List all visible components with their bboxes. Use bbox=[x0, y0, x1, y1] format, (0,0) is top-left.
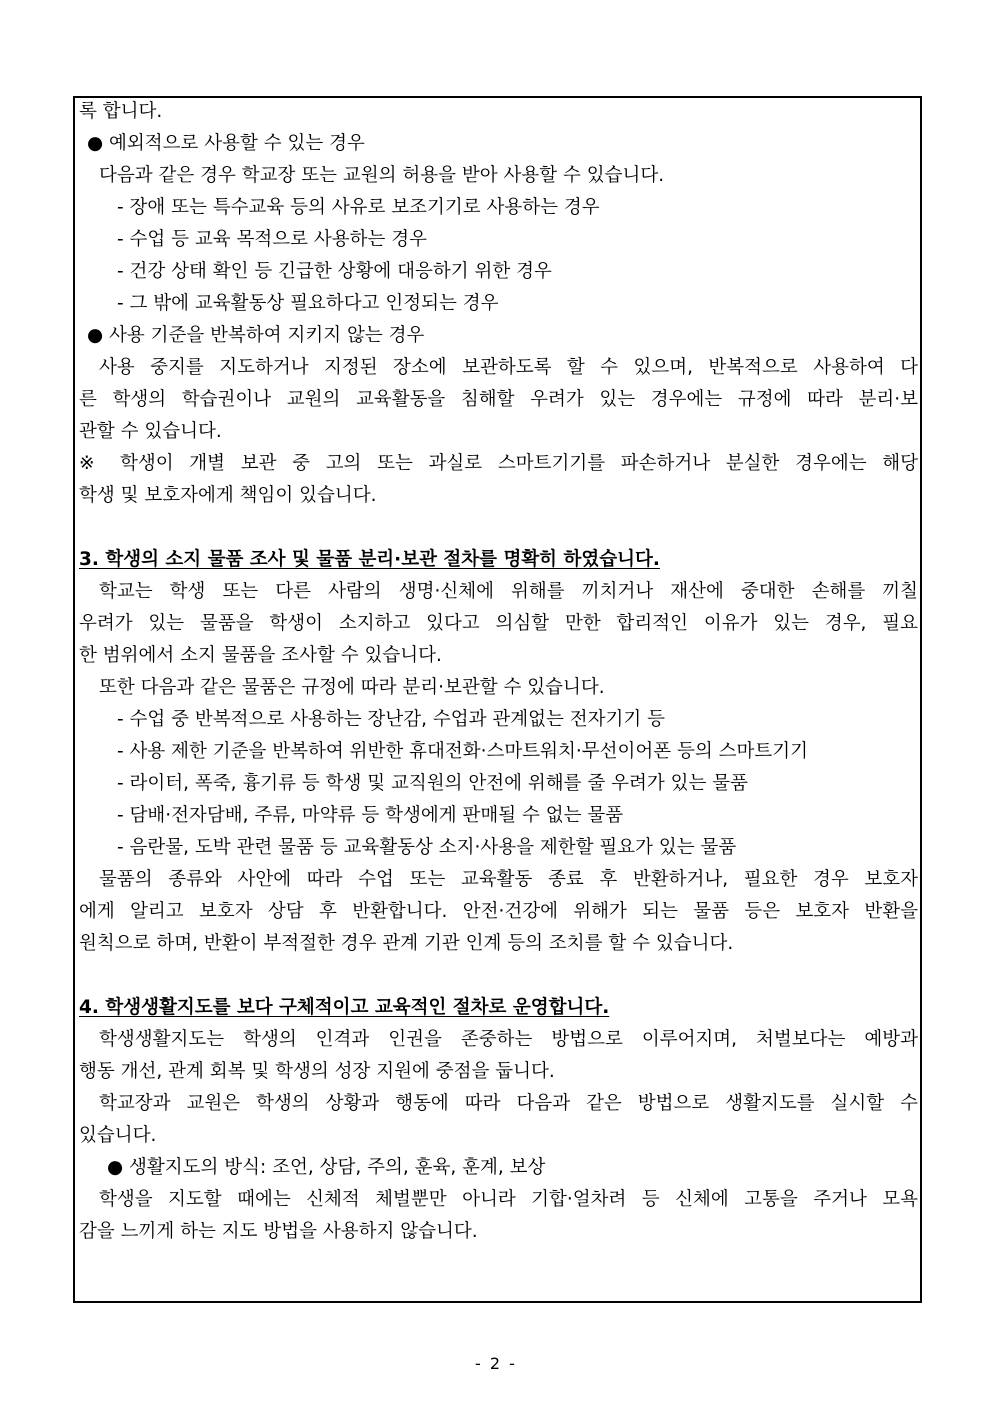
paragraph-line: 있습니다. bbox=[79, 1125, 157, 1146]
paragraph-line: 사용 중지를 지도하거나 지정된 장소에 보관하도록 할 수 있으며, 반복적으로 사용하여 다 bbox=[99, 357, 918, 378]
section-3-heading: 3. 학생의 소지 물품 조사 및 물품 분리·보관 절차를 명확히 하였습니다. bbox=[79, 549, 660, 570]
list-item: - 사용 제한 기준을 반복하여 위반한 휴대전화·스마트워치·무선이어폰 등의 스마트기기 bbox=[117, 741, 808, 762]
blank-line bbox=[79, 512, 918, 544]
paragraph-line: 른 학생의 학습권이나 교원의 교육활동을 침해할 우려가 있는 경우에는 규정에 따라 분리·보 bbox=[79, 389, 918, 410]
paragraph-line: 학교장과 교원은 학생의 상황과 행동에 따라 다음과 같은 방법으로 생활지도를 실시할 수 bbox=[99, 1093, 918, 1114]
paragraph-line: 물품의 종류와 사안에 따라 수업 또는 교육활동 종료 후 반환하거나, 필요한 경우 보호자 bbox=[99, 869, 918, 890]
paragraph-line: 학교는 학생 또는 다른 사람의 생명·신체에 위해를 끼치거나 재산에 중대한 손해를 끼칠 bbox=[99, 581, 918, 602]
exception-intro: 다음과 같은 경우 학교장 또는 교원의 허용을 받아 사용할 수 있습니다. bbox=[99, 165, 665, 186]
paragraph-line: 에게 알리고 보호자 상담 후 반환합니다. 안전·건강에 위해가 되는 물품 등은 보호자 반환을 bbox=[79, 901, 918, 922]
violation-title: ● 사용 기준을 반복하여 지키지 않는 경우 bbox=[87, 325, 425, 346]
paragraph-line: 또한 다음과 같은 물품은 규정에 따라 분리·보관할 수 있습니다. bbox=[99, 677, 605, 698]
exception-title: ● 예외적으로 사용할 수 있는 경우 bbox=[87, 133, 365, 154]
list-item: - 건강 상태 확인 등 긴급한 상황에 대응하기 위한 경우 bbox=[117, 261, 552, 282]
list-item: - 그 밖에 교육활동상 필요하다고 인정되는 경우 bbox=[117, 293, 499, 314]
paragraph-line: 우려가 있는 물품을 학생이 소지하고 있다고 의심할 만한 합리적인 이유가 있는 경우, 필요 bbox=[79, 613, 918, 634]
paragraph-line: 원칙으로 하며, 반환이 부적절한 경우 관계 기관 인계 등의 조치를 할 수 있습니다. bbox=[79, 933, 734, 954]
list-item: - 음란물, 도박 관련 물품 등 교육활동상 소지·사용을 제한할 필요가 있는 물품 bbox=[117, 837, 737, 858]
list-item: - 수업 중 반복적으로 사용하는 장난감, 수업과 관계없는 전자기기 등 bbox=[117, 709, 666, 730]
paragraph-line: 학생생활지도는 학생의 인격과 인권을 존중하는 방법으로 이루어지며, 처벌보다는 예방과 bbox=[99, 1029, 918, 1050]
list-item: - 라이터, 폭죽, 흉기류 등 학생 및 교직원의 안전에 위해를 줄 우려가 있는 물품 bbox=[117, 773, 749, 794]
continuation-line: 록 합니다. bbox=[79, 101, 163, 122]
list-item: - 수업 등 교육 목적으로 사용하는 경우 bbox=[117, 229, 428, 250]
paragraph-line: 한 범위에서 소지 물품을 조사할 수 있습니다. bbox=[79, 645, 442, 666]
document-body bbox=[79, 96, 918, 1248]
paragraph-line: 학생을 지도할 때에는 신체적 체벌뿐만 아니라 기합·얼차려 등 신체에 고통을 주거나 모욕 bbox=[99, 1189, 918, 1210]
note-line: ※ 학생이 개별 보관 중 고의 또는 과실로 스마트기기를 파손하거나 분실한 경우에는 해당 bbox=[79, 453, 918, 474]
section-4-heading: 4. 학생생활지도를 보다 구체적이고 교육적인 절차로 운영합니다. bbox=[79, 997, 610, 1018]
list-item: - 담배·전자담배, 주류, 마약류 등 학생에게 판매될 수 없는 물품 bbox=[117, 805, 624, 826]
paragraph-line: 관할 수 있습니다. bbox=[79, 421, 222, 442]
methods-line: ● 생활지도의 방식: 조언, 상담, 주의, 훈육, 훈계, 보상 bbox=[107, 1157, 546, 1178]
page-number: - 2 - bbox=[475, 1354, 517, 1373]
blank-line bbox=[79, 960, 918, 992]
list-item: - 장애 또는 특수교육 등의 사유로 보조기기로 사용하는 경우 bbox=[117, 197, 600, 218]
note-line: 학생 및 보호자에게 책임이 있습니다. bbox=[79, 485, 377, 506]
paragraph-line: 감을 느끼게 하는 지도 방법을 사용하지 않습니다. bbox=[79, 1221, 478, 1242]
paragraph-line: 행동 개선, 관계 회복 및 학생의 성장 지원에 중점을 둡니다. bbox=[79, 1061, 555, 1082]
